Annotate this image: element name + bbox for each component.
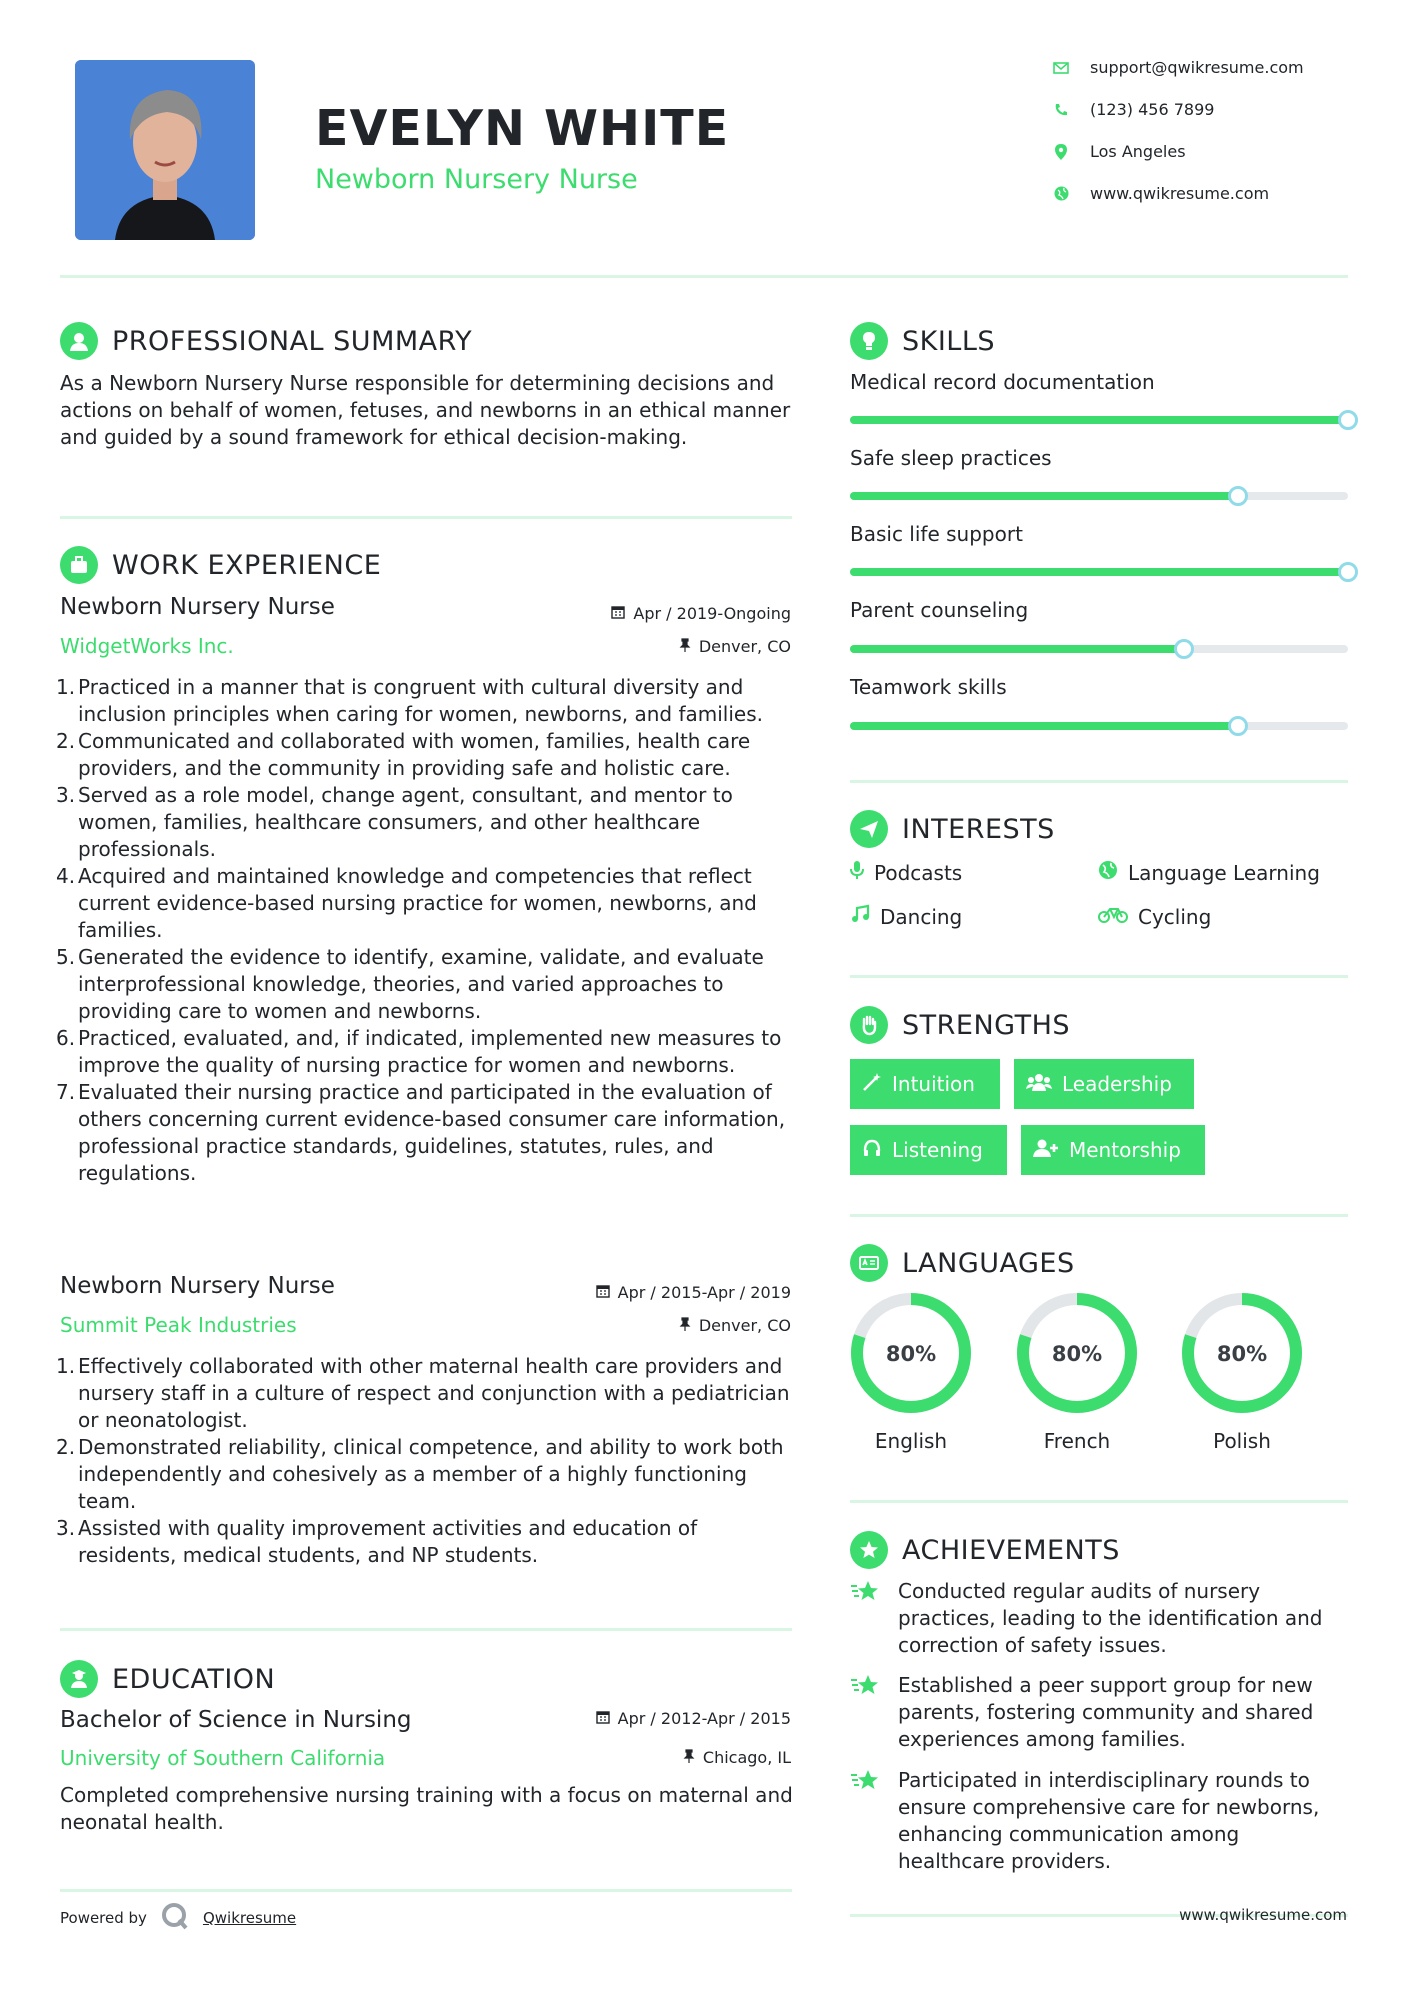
- candidate-title: Newborn Nursery Nurse: [315, 164, 638, 195]
- language-percent: 80%: [885, 1342, 937, 1366]
- graduation-icon: [60, 1660, 98, 1698]
- contact-email-text: support@qwikresume.com: [1090, 58, 1304, 77]
- pin-icon: [683, 1748, 695, 1767]
- footer-url[interactable]: www.qwikresume.com: [1179, 1906, 1347, 1924]
- candidate-name: EVELYN WHITE: [315, 100, 730, 157]
- skill-label: Basic life support: [850, 522, 1023, 546]
- skill-bar-fill: [850, 645, 1184, 653]
- skill-bar-knob: [1338, 562, 1358, 582]
- achievement-item: Conducted regular audits of nursery practices, leading to the identification and correction of safety issues.: [850, 1578, 1350, 1659]
- list-item: 3. Served as a role model, change agent, consultant, and mentor to women, families, healthcare consumers, and other healthcare professionals.: [56, 783, 733, 861]
- users-icon: [1026, 1072, 1052, 1097]
- skill-label: Parent counseling: [850, 598, 1029, 622]
- calendar-icon: [596, 1283, 610, 1302]
- strength-tag-listening: Listening: [850, 1125, 1007, 1175]
- job-2-title: Newborn Nursery Nurse: [60, 1273, 335, 1299]
- achievements-heading: ACHIEVEMENTS: [850, 1531, 1120, 1569]
- summary-text: As a Newborn Nursery Nurse responsible for determining decisions and actions on behalf of women, fetuses, and newborns in an ethical manner and guided by a sound framework for ethical decision-making.: [60, 371, 791, 449]
- header-divider: [60, 275, 1348, 278]
- education-divider: [60, 1889, 792, 1892]
- skill-bar: [850, 492, 1348, 500]
- globe-icon: [1098, 860, 1118, 885]
- globe-icon: [1050, 186, 1072, 201]
- user-icon: [60, 322, 98, 360]
- job-1-location: Denver, CO: [679, 637, 791, 656]
- microphone-icon: [850, 860, 864, 885]
- trophy-star-icon: [850, 1578, 882, 1659]
- skills-heading: SKILLS: [850, 322, 995, 360]
- user-plus-icon: [1033, 1138, 1059, 1163]
- phone-icon: [1050, 103, 1072, 117]
- paper-plane-icon: [850, 810, 888, 848]
- interest-podcasts: Podcasts: [850, 860, 962, 885]
- pin-icon: [679, 1316, 691, 1335]
- languages-heading: LANGUAGES: [850, 1244, 1075, 1282]
- calendar-icon: [611, 604, 625, 623]
- language-card-icon: [850, 1244, 888, 1282]
- strengths-divider: [850, 1214, 1348, 1217]
- strength-tag-intuition: Intuition: [850, 1059, 1000, 1109]
- list-item: 5. Generated the evidence to identify, examine, validate, and evaluate interprofessional knowledge, theories, and varied approaches to providing care to women and newborns.: [56, 945, 764, 1023]
- language-percent: 80%: [1216, 1342, 1268, 1366]
- language-french: [1016, 1292, 1138, 1418]
- contact-website-text: www.qwikresume.com: [1090, 184, 1270, 203]
- footer-brand-link[interactable]: Qwikresume: [202, 1909, 297, 1927]
- list-item: 6. Practiced, evaluated, and, if indicated, implemented new measures to improve the quality of nursing practice for women and newborns.: [56, 1026, 782, 1077]
- education-dates: Apr / 2012-Apr / 2015: [596, 1709, 791, 1728]
- experience-heading: WORK EXPERIENCE: [60, 546, 381, 584]
- job-1-title: Newborn Nursery Nurse: [60, 594, 335, 620]
- language-polish: [1181, 1292, 1303, 1418]
- interests-heading: INTERESTS: [850, 810, 1055, 848]
- skills-divider: [850, 780, 1348, 783]
- skill-bar-fill: [850, 722, 1238, 730]
- strength-tag-mentorship: Mentorship: [1021, 1125, 1205, 1175]
- achievement-item: Established a peer support group for new parents, fostering community and shared experiences among families.: [850, 1672, 1350, 1753]
- skill-bar: [850, 645, 1348, 653]
- interest-dancing: Dancing: [850, 904, 962, 929]
- list-item: 4. Acquired and maintained knowledge and competencies that reflect current evidence-based nursing practice for women, newborns, and families.: [56, 864, 757, 942]
- skill-bar: [850, 416, 1348, 424]
- contact-website[interactable]: [1050, 184, 1269, 203]
- skill-bar: [850, 722, 1348, 730]
- language-ring: [1016, 1292, 1138, 1414]
- contact-email[interactable]: [1050, 58, 1304, 77]
- trophy-star-icon: [850, 1672, 882, 1753]
- language-label: French: [1043, 1429, 1111, 1453]
- skill-label: Safe sleep practices: [850, 446, 1052, 470]
- experience-divider: [60, 1628, 792, 1631]
- headphones-icon: [862, 1138, 882, 1163]
- skill-bar-knob: [1228, 716, 1248, 736]
- job-2-dates: Apr / 2015-Apr / 2019: [596, 1283, 791, 1302]
- job-1-dates: Apr / 2019-Ongoing: [611, 604, 791, 623]
- languages-divider: [850, 1500, 1348, 1503]
- list-item: 2. Communicated and collaborated with women, families, health care providers, and the community in providing safe and holistic care.: [56, 729, 751, 780]
- summary-divider: [60, 516, 792, 519]
- skill-bar-fill: [850, 416, 1348, 424]
- footer-powered: Powered by Qwikresume: [60, 1902, 296, 1934]
- job-2-location: Denver, CO: [679, 1316, 791, 1335]
- education-location: Chicago, IL: [683, 1748, 791, 1767]
- skill-label: Teamwork skills: [850, 675, 1007, 699]
- list-item: 2. Demonstrated reliability, clinical competence, and ability to work both independently and cohesively as a member of a highly functioning team.: [56, 1435, 784, 1513]
- language-label: English: [874, 1429, 948, 1453]
- job-1-company: WidgetWorks Inc.: [60, 634, 234, 658]
- location-pin-icon: [1050, 144, 1072, 160]
- education-school: University of Southern California: [60, 1746, 386, 1770]
- magic-wand-icon: [862, 1072, 882, 1097]
- bicycle-icon: [1098, 904, 1128, 929]
- contact-location-text: Los Angeles: [1090, 142, 1186, 161]
- lightbulb-icon: [850, 322, 888, 360]
- strength-tag-leadership: Leadership: [1014, 1059, 1194, 1109]
- job-2-duties: [56, 1353, 795, 1569]
- contact-phone-text: (123) 456 7899: [1090, 100, 1215, 119]
- interests-divider: [850, 975, 1348, 978]
- trophy-star-icon: [850, 1767, 882, 1875]
- job-2-company: Summit Peak Industries: [60, 1313, 297, 1337]
- profile-photo: [75, 60, 255, 240]
- list-item: 3. Assisted with quality improvement activities and education of residents, medical students, and NP students.: [56, 1516, 698, 1567]
- briefcase-icon: [60, 546, 98, 584]
- language-percent: 80%: [1051, 1342, 1103, 1366]
- education-text: Completed comprehensive nursing training with a focus on maternal and neonatal health.: [60, 1783, 793, 1834]
- music-note-icon: [850, 904, 870, 929]
- interest-cycling: Cycling: [1098, 904, 1211, 929]
- education-degree: Bachelor of Science in Nursing: [60, 1707, 412, 1733]
- envelope-icon: [1050, 62, 1072, 74]
- skill-bar-fill: [850, 492, 1238, 500]
- list-item: 1. Effectively collaborated with other maternal health care providers and nursery staff in a culture of respect and conjunction with a pediatrician or neonatologist.: [56, 1354, 790, 1432]
- language-ring: [850, 1292, 972, 1414]
- hand-icon: [850, 1006, 888, 1044]
- qwikresume-logo-icon: [161, 1902, 189, 1934]
- interest-language-learning: Language Learning: [1098, 860, 1320, 885]
- list-item: 1. Practiced in a manner that is congruent with cultural diversity and inclusion principles when caring for women, newborns, and families.: [56, 675, 763, 726]
- job-1-duties: [56, 674, 795, 1187]
- summary-heading: PROFESSIONAL SUMMARY: [60, 322, 472, 360]
- contact-location: [1050, 142, 1186, 161]
- pin-icon: [679, 637, 691, 656]
- language-label: Polish: [1213, 1429, 1271, 1453]
- language-english: [850, 1292, 972, 1418]
- skill-bar-knob: [1174, 639, 1194, 659]
- skill-label: Medical record documentation: [850, 370, 1155, 394]
- strengths-heading: STRENGTHS: [850, 1006, 1070, 1044]
- calendar-icon: [596, 1709, 610, 1728]
- contact-phone[interactable]: [1050, 100, 1214, 119]
- education-heading: EDUCATION: [60, 1660, 275, 1698]
- skill-bar: [850, 568, 1348, 576]
- achievement-item: Participated in interdisciplinary rounds to ensure comprehensive care for newborns, enhancing communication among healthcare providers.: [850, 1767, 1350, 1875]
- skill-bar-knob: [1228, 486, 1248, 506]
- skill-bar-knob: [1338, 410, 1358, 430]
- skill-bar-fill: [850, 568, 1348, 576]
- list-item: 7. Evaluated their nursing practice and participated in the evaluation of others concerning current evidence-based consumer care information, professional practice standards, guidelines, statutes, rules, and regulations.: [56, 1080, 786, 1185]
- language-ring: [1181, 1292, 1303, 1414]
- star-badge-icon: [850, 1531, 888, 1569]
